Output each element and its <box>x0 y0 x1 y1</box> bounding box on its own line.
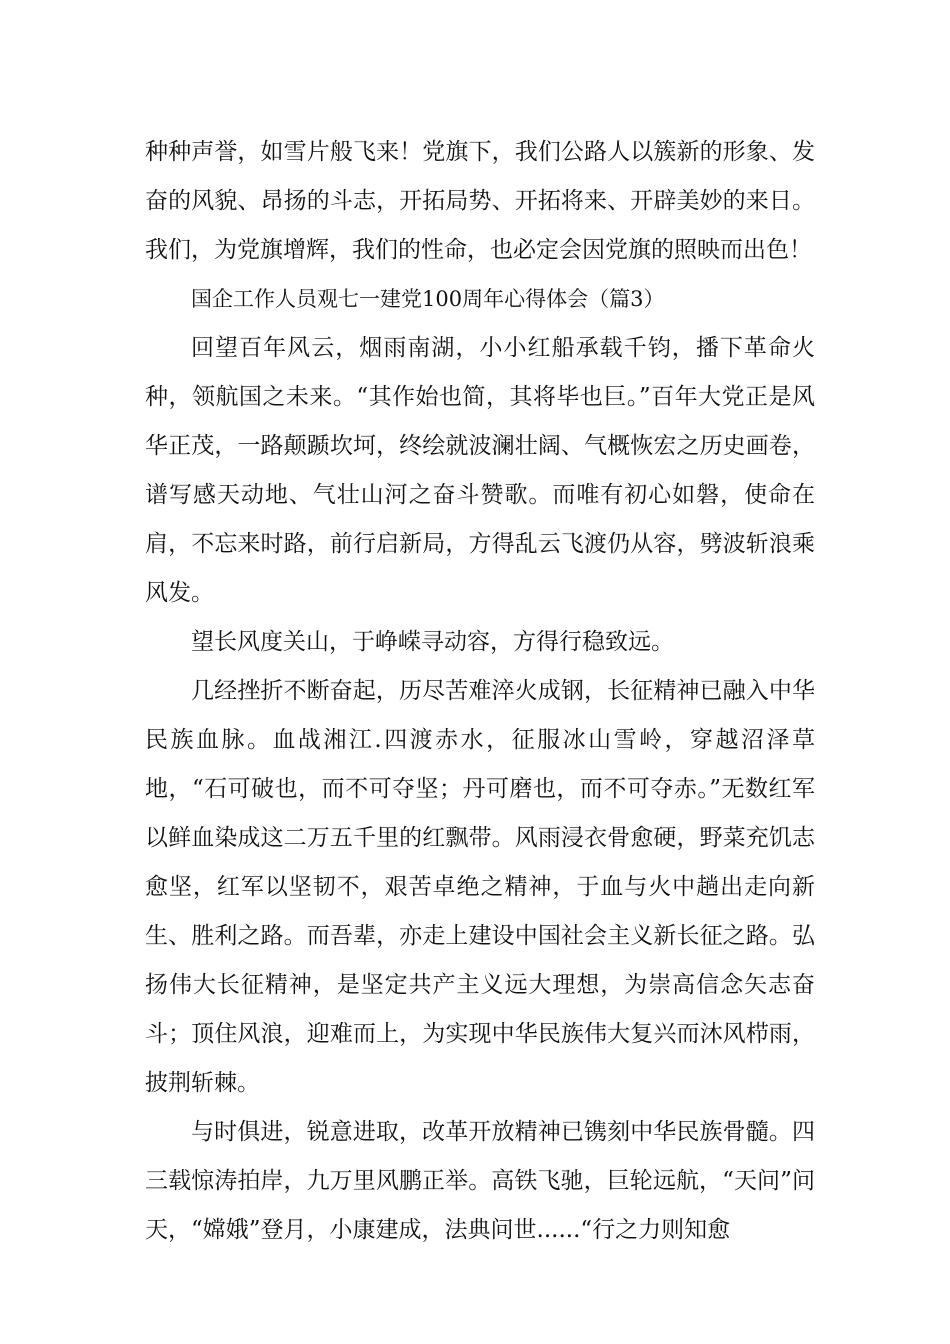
paragraph-continuation: 种种声誉，如雪片般飞来！党旗下，我们公路人以簇新的形象、发奋的风貌、昂扬的斗志，开拓局势、开拓将来、开辟美妙的来日。我们，为党旗增辉，我们的性命，也必定会因党旗的照映而出色！ <box>145 139 815 263</box>
document-body <box>145 128 815 1255</box>
paragraph-2: 望长风度关山，于峥嵘寻动容，方得行稳致远。 <box>191 629 674 655</box>
paragraph-1: 回望百年风云，烟雨南湖，小小红船承载千钧，播下革命火种，领航国之未来。“其作始也简，其将毕也巨。”百年大党正是风华正茂，一路颠踬坎坷，终绘就波澜壮阔、气概恢宏之历史画卷，谱写感天动地、气壮山河之奋斗赞歌。而唯有初心如磐，使命在肩，不忘来时路，前行启新局，方得乱云飞渡仍从容，劈波斩浪乘风发。 <box>145 335 815 606</box>
section-heading: 国企工作人员观七一建党100周年心得体会（篇3） <box>191 287 665 311</box>
paragraph-4: 与时俱进，锐意进取，改革开放精神已镌刻中华民族骨髓。四三载惊涛拍岸，九万里风鹏正举。高铁飞驰，巨轮远航，“天问”问天，“嫦娥”登月，小康建成，法典问世......“行之力则知愈 <box>145 1119 815 1243</box>
paragraph-3: 几经挫折不断奋起，历尽苦难淬火成钢，长征精神已融入中华民族血脉。血战湘江.四渡赤水，征服冰山雪岭，穿越沼泽草地，“石可破也，而不可夺坚；丹可磨也，而不可夺赤。”无数红军以鲜血染成这二万五千里的红飘带。风雨浸衣骨愈硬，野菜充饥志愈坚，红军以坚韧不，艰苦卓绝之精神，于血与火中趟出走向新生、胜利之路。而吾辈，亦走上建设中国社会主义新长征之路。弘扬伟大长征精神，是坚定共产主义远大理想，为崇高信念矢志奋斗；顶住风浪，迎难而上，为实现中华民族伟大复兴而沐风栉雨，披荆斩棘。 <box>145 678 815 1096</box>
